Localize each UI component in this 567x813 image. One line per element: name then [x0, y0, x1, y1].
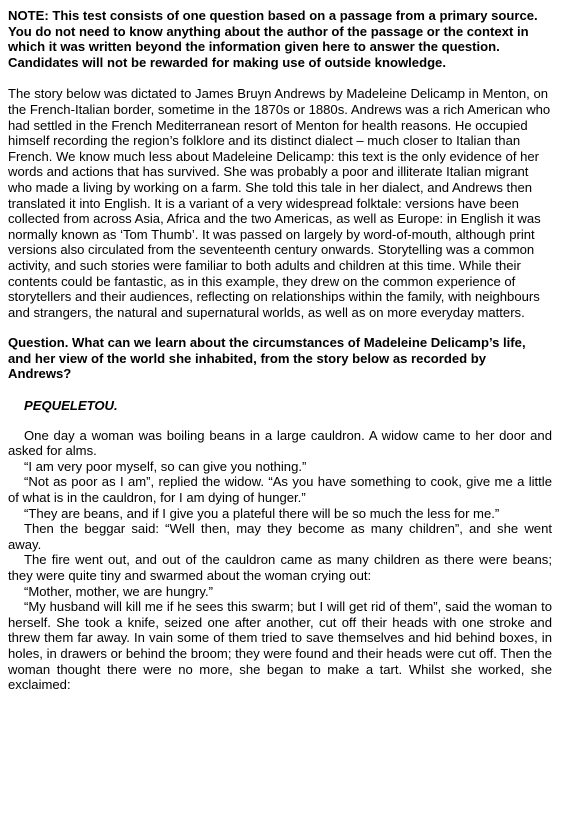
story-paragraph: “Not as poor as I am”, replied the widow. “As you have something to cook, give me a little of what is in the cauldron, for I am dying of hunger.”: [8, 474, 552, 506]
document-page: [8, 8, 552, 693]
intro-paragraph: The story below was dictated to James Bruyn Andrews by Madeleine Delicamp in Menton, on the French-Italian border, sometime in the 1870s or 1880s. Andrews was a rich American who had settled in the French Mediterranean resort of Menton for health reasons. He occupied himself recording the region’s folklore and its distinct dialect – much closer to Italian than French. We know much less about Madeleine Delicamp: this text is the only evidence of her words and actions that has survived. She was probably a poor and illiterate Italian migrant who made a living by working on a farm. She told this tale in her dialect, and Andrews then translated it into English. It is a variant of a very widespread folktale: versions have been collected from across Asia, Africa and the two Americas, as well as Europe: in English it was normally known as ‘Tom Thumb’. It was passed on largely by word-of-mouth, although print versions also circulated from the seventeenth century onwards. Storytelling was a common activity, and such stories were familiar to both adults and children at this time. While their contents could be fantastic, as in this example, they drew on the common experience of storytellers and their audiences, reflecting on relationships within the family, with neighbours and strangers, the natural and supernatural worlds, as well as on more everyday matters.: [8, 86, 551, 320]
story-body: [8, 428, 552, 693]
story-paragraph: “My husband will kill me if he sees this swarm; but I will get rid of them”, said the woman to herself. She took a knife, seized one after another, cut off their heads with one stroke and threw them far away. In vain some of them tried to save themselves and hid behind boxes, in holes, in drawers or behind the broom; they were found and their heads were cut off. Then the woman thought there were no more, she began to make a tart. Whilst she worked, she exclaimed:: [8, 599, 552, 693]
story-paragraph: One day a woman was boiling beans in a large cauldron. A widow came to her door and asked for alms.: [8, 427, 552, 459]
story-paragraph: “They are beans, and if I give you a plateful there will be so much the less for me.”: [24, 505, 500, 521]
exam-question: Question. What can we learn about the circumstances of Madeleine Delicamp’s life, and her view of the world she inhabited, from the story below as recorded by Andrews?: [8, 335, 526, 382]
story-title: PEQUELETOU.: [24, 398, 118, 414]
story-paragraph: The fire went out, and out of the cauldron came as many children as there were beans; they were quite tiny and swarmed about the woman crying out:: [8, 552, 552, 583]
story-paragraph: “Mother, mother, we are hungry.”: [24, 583, 213, 599]
story-paragraph: “I am very poor myself, so can give you nothing.”: [24, 458, 307, 474]
exam-note: NOTE: This test consists of one question based on a passage from a primary source. You do not need to know anything about the author of the passage or the context in which it was written beyond the information given here to answer the question. Candidates will not be rewarded for making use of outside knowledge.: [8, 8, 538, 70]
story-paragraph: Then the beggar said: “Well then, may they become as many children”, and she went away.: [8, 521, 552, 552]
